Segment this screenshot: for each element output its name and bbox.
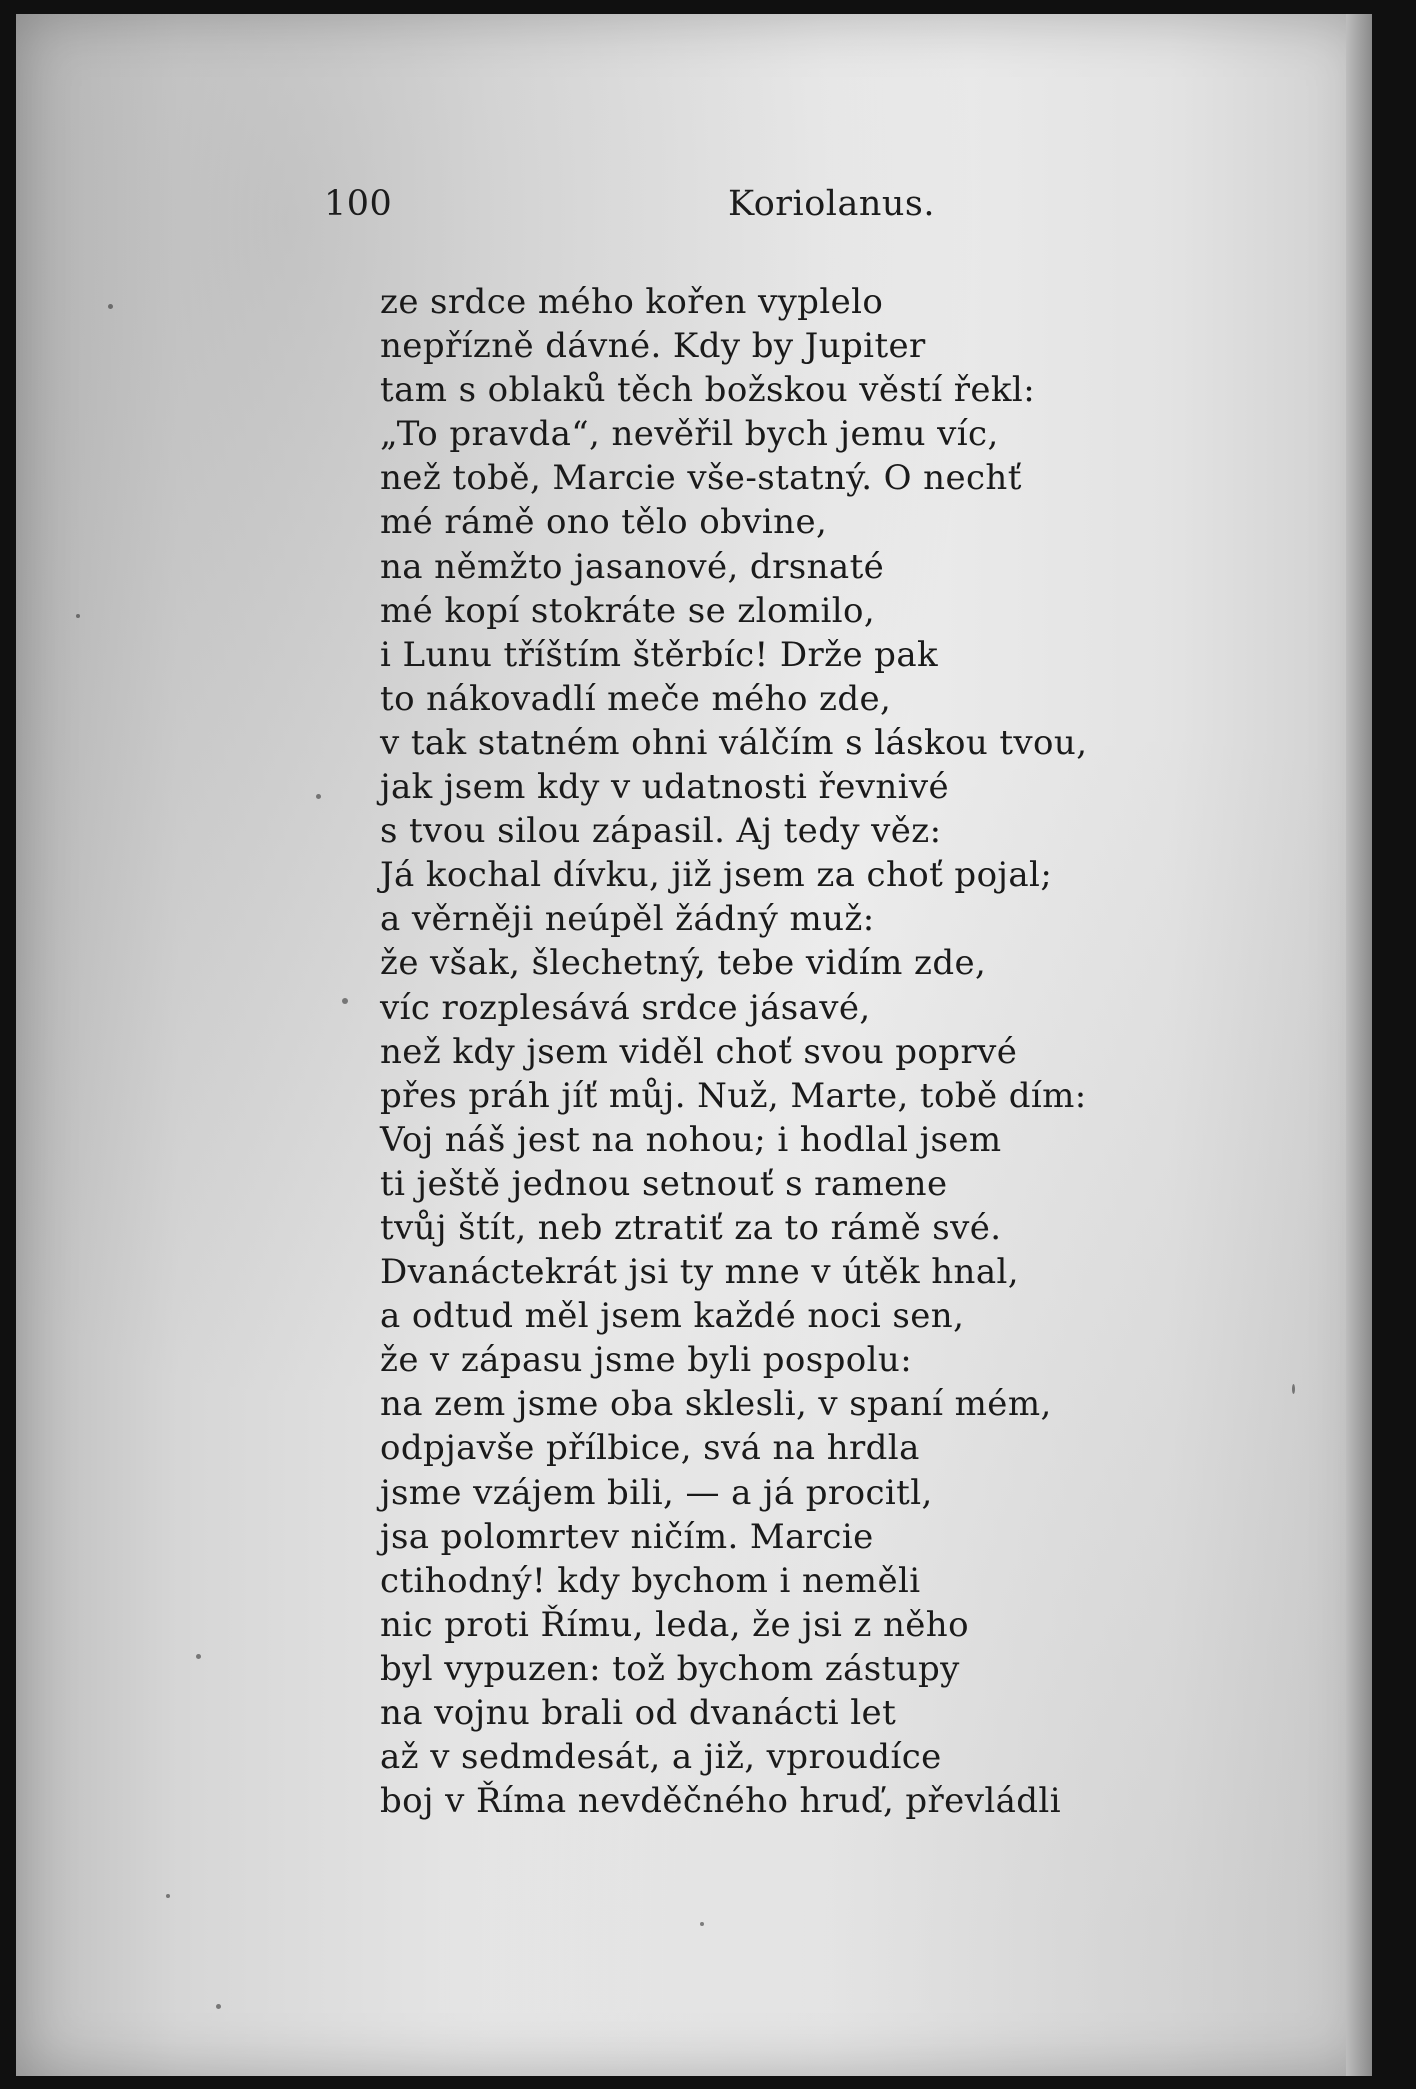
verse-line: i Lunu tříštím štěrbíc! Drže pak — [380, 634, 939, 675]
running-title: Koriolanus. — [728, 184, 936, 224]
paper-speck — [700, 1922, 704, 1926]
paper-speck — [76, 614, 80, 618]
verse-line: boj v Říma nevděčného hruď, převládli — [380, 1781, 1061, 1822]
paper-speck — [342, 998, 348, 1004]
verse-line: víc rozplesává srdce jásavé, — [380, 987, 871, 1028]
verse-line: přes práh jíť můj. Nuž, Marte, tobě dím: — [380, 1075, 1087, 1116]
verse-line: ctihodný! kdy bychom i neměli — [380, 1560, 921, 1601]
verse-line: s tvou silou zápasil. Aj tedy věz: — [380, 811, 942, 852]
verse-line: na němžto jasanové, drsnaté — [380, 546, 885, 587]
verse-line: že v zápasu jsme byli pospolu: — [380, 1340, 913, 1381]
book-page — [16, 14, 1372, 2076]
verse-line: že však, šlechetný, tebe vidím zde, — [380, 943, 987, 984]
paper-speck — [196, 1654, 201, 1659]
verse-line: jsme vzájem bili, — a já procitl, — [380, 1472, 933, 1513]
verse-line: v tak statném ohni válčím s láskou tvou, — [380, 722, 1088, 763]
verse-line: nepřízně dávné. Kdy by Jupiter — [380, 326, 926, 367]
paper-speck — [108, 304, 113, 309]
verse-line: „To pravda“, nevěřil bych jemu víc, — [380, 414, 999, 455]
verse-line: na vojnu brali od dvanácti let — [380, 1693, 897, 1733]
verse-line: až v sedmdesát, a již, vproudíce — [380, 1737, 942, 1778]
verse-line: byl vypuzen: tož bychom zástupy — [380, 1648, 960, 1689]
verse-line: a odtud měl jsem každé noci sen, — [380, 1296, 965, 1337]
paper-speck — [166, 1894, 170, 1898]
verse-line: nic proti Římu, leda, že jsi z něho — [380, 1604, 969, 1645]
paper-speck — [216, 2004, 221, 2009]
verse-line: ti ještě jednou setnouť s ramene — [380, 1163, 948, 1204]
verse-line: Voj náš jest na nohou; i hodlal jsem — [380, 1119, 1002, 1160]
verse-line: ze srdce mého kořen vyplelo — [380, 282, 884, 322]
verse-line: tvůj štít, neb ztratiť za to rámě své. — [380, 1207, 1002, 1248]
verse-line: mé rámě ono tělo obvine, — [380, 502, 828, 543]
verse-line: to nákovadlí meče mého zde, — [380, 678, 892, 719]
paper-speck — [1292, 1384, 1295, 1394]
verse-line: na zem jsme oba sklesli, v spaní mém, — [380, 1384, 1052, 1425]
verse-line: Dvanáctekrát jsi ty mne v útěk hnal, — [380, 1252, 1020, 1293]
verse-line: mé kopí stokráte se zlomilo, — [380, 590, 876, 631]
page-edge-shadow — [1346, 14, 1372, 2076]
verse-line: jak jsem kdy v udatnosti řevnivé — [380, 767, 950, 808]
verse-line: jsa polomrtev ničím. Marcie — [380, 1516, 874, 1557]
verse-block — [380, 280, 1087, 1823]
verse-line: odpjavše přílbice, svá na hrdla — [380, 1428, 920, 1469]
verse-line: tam s oblaků těch božskou věstí řekl: — [380, 370, 1036, 411]
verse-line: než kdy jsem viděl choť svou poprvé — [380, 1031, 1018, 1072]
verse-line: Já kochal dívku, již jsem za choť pojal; — [380, 855, 1053, 896]
verse-line: a věrněji neúpěl žádný muž: — [380, 899, 875, 940]
verse-line: než tobě, Marcie vše-statný. O nechť — [380, 458, 1022, 499]
paper-speck — [316, 794, 321, 799]
page-number: 100 — [324, 184, 393, 224]
